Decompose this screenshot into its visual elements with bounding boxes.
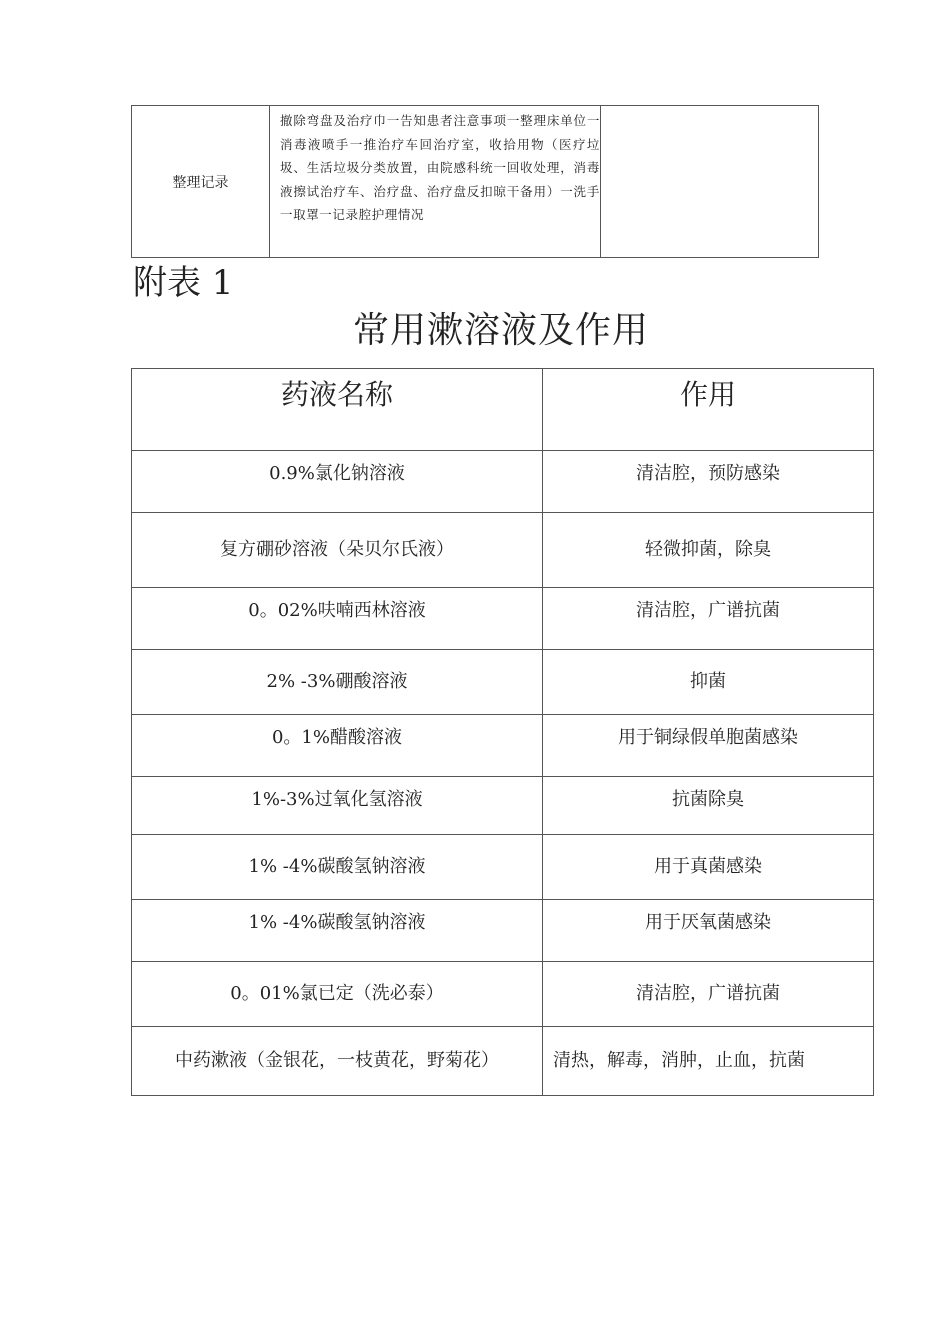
solution-effect: 轻微抑菌，除臭 (543, 513, 874, 588)
solution-name: 0.9%氯化钠溶液 (132, 451, 543, 513)
solution-name: 0。02%呋喃西林溶液 (132, 588, 543, 650)
table-row (132, 962, 874, 1027)
solution-name: 复方硼砂溶液（朵贝尔氏液） (132, 513, 543, 588)
table-row (132, 650, 874, 715)
table-row (132, 835, 874, 900)
solution-effect: 抗菌除臭 (543, 777, 874, 835)
solution-effect: 用于铜绿假单胞菌感染 (543, 715, 874, 777)
table-row (132, 513, 874, 588)
table-row (132, 777, 874, 835)
solution-effect: 抑菌 (543, 650, 874, 715)
solution-name: 0。01%氯已定（洗必泰） (132, 962, 543, 1027)
table-row (132, 715, 874, 777)
procedure-step-label: 整理记录 (132, 106, 270, 258)
table-row (132, 588, 874, 650)
solution-effect: 清洁腔，广谱抗菌 (543, 588, 874, 650)
solution-name: 1% -4%碳酸氢钠溶液 (132, 900, 543, 962)
page-title: 常用漱溶液及作用 (352, 310, 649, 351)
solution-name: 1% -4%碳酸氢钠溶液 (132, 835, 543, 900)
mouthwash-table (131, 368, 874, 1096)
column-header-effect: 作用 (543, 369, 874, 451)
procedure-step-content: 撤除弯盘及治疗巾一告知患者注意事项一整理床单位一消毒液喷手一推治疗车回治疗室，收拾用物（医疗垃圾、生活垃圾分类放置，由院感科统一回收处理，消毒液擦试治疗车、治疗盘、治疗盘反扣晾干备用）一洗手一取罩一记录腔护理情况 (270, 106, 601, 258)
solution-effect: 清热，解毒，消肿，止血，抗菌 (543, 1027, 874, 1096)
table-row (132, 900, 874, 962)
solution-name: 0。1%醋酸溶液 (132, 715, 543, 777)
column-header-name: 药液名称 (132, 369, 543, 451)
solution-name: 中药漱液（金银花，一枝黄花，野菊花） (132, 1027, 543, 1096)
solution-effect: 用于真菌感染 (543, 835, 874, 900)
table-row (132, 1027, 874, 1096)
table-header-row (132, 369, 874, 451)
solution-effect: 用于厌氧菌感染 (543, 900, 874, 962)
solution-effect: 清洁腔，广谱抗菌 (543, 962, 874, 1027)
appendix-label: 附表 1 (133, 263, 234, 303)
solution-effect: 清洁腔，预防感染 (543, 451, 874, 513)
table-row (132, 451, 874, 513)
table-row (132, 106, 819, 258)
procedure-table-fragment (131, 105, 819, 258)
solution-name: 1%-3%过氧化氢溶液 (132, 777, 543, 835)
procedure-step-note (601, 106, 819, 258)
solution-name: 2% -3%硼酸溶液 (132, 650, 543, 715)
